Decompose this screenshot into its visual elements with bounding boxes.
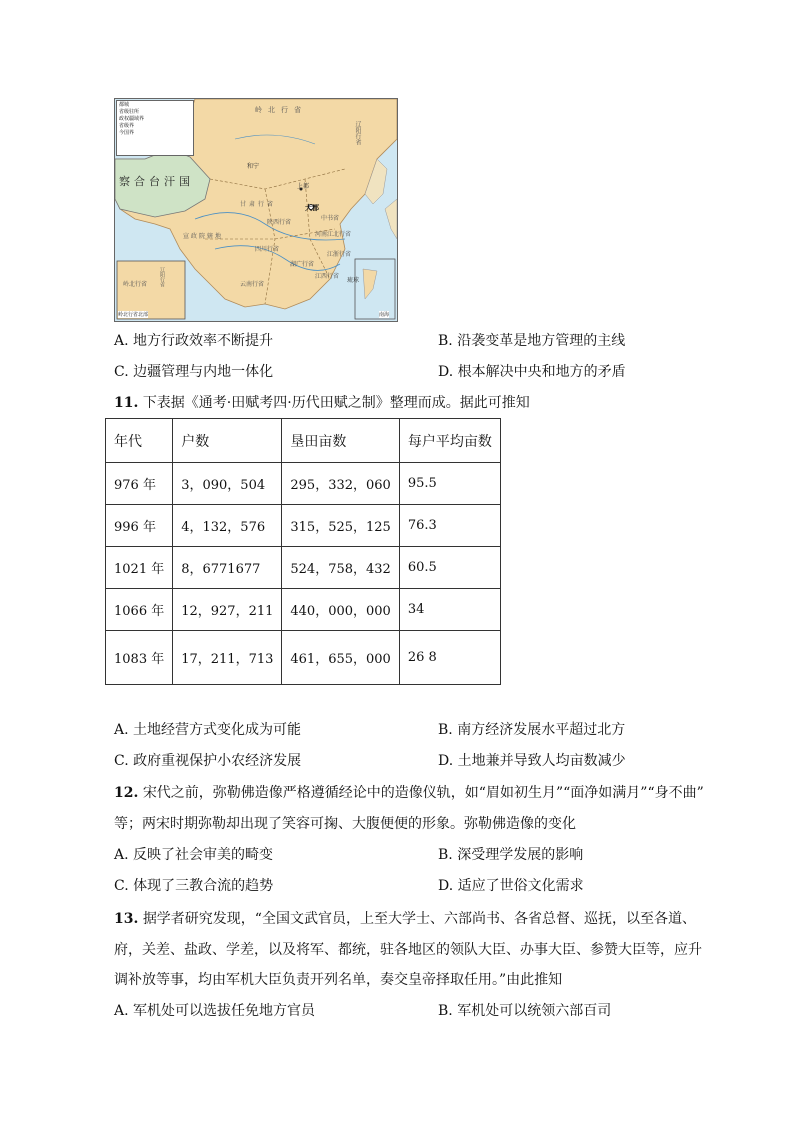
table-cell: 34 bbox=[399, 589, 500, 631]
map-legend bbox=[116, 100, 194, 156]
map-label-helin: 和宁 bbox=[247, 163, 260, 170]
q12-option-b: B. 深受理学发展的影响 bbox=[438, 847, 584, 863]
table-cell: 95.5 bbox=[399, 463, 500, 505]
map-label-lingbei: 岭北行省 bbox=[255, 106, 307, 114]
table-cell: 60.5 bbox=[399, 547, 500, 589]
q13-option-b: B. 军机处可以统领六部百司 bbox=[438, 1003, 612, 1019]
map-label-dadu: 大都 bbox=[305, 204, 319, 212]
table-cell: 1066 年 bbox=[106, 589, 173, 631]
legend-national-border: 今国界 bbox=[119, 130, 135, 136]
q12-stem-line2: 等；两宋时期弥勒却出现了笑容可掬、大腹便便的形象。弥勒佛造像的变化 bbox=[114, 816, 576, 832]
map-inset-label-lingbei: 岭北行省 bbox=[123, 281, 148, 288]
table-cell: 1021 年 bbox=[106, 547, 173, 589]
q13-stem-line1: 13. 据学者研究发现，“全国文武官员，上至大学士、六部尚书、各省总督、巡抚，以至各道、 bbox=[114, 911, 696, 927]
table-cell: 8，6771677 bbox=[173, 547, 282, 589]
q12-option-d: D. 适应了世俗文化需求 bbox=[438, 878, 584, 894]
table-cell: 4，132，576 bbox=[173, 505, 282, 547]
q11-option-c: C. 政府重视保护小农经济发展 bbox=[114, 753, 302, 769]
legend-regime-border: 政权疆域界 bbox=[119, 116, 145, 122]
map-inset-caption-left: 岭北行省北部 bbox=[118, 312, 149, 318]
table-cell: 1083 年 bbox=[106, 631, 173, 685]
table-cell: 996 年 bbox=[106, 505, 173, 547]
table-row bbox=[106, 589, 501, 631]
table-header-cell: 垦田亩数 bbox=[282, 419, 399, 463]
table-row bbox=[106, 505, 501, 547]
map-label-shangdu: 上都 bbox=[297, 183, 310, 190]
q11-option-b: B. 南方经济发展水平超过北方 bbox=[438, 722, 626, 738]
table-row bbox=[106, 547, 501, 589]
table-header-cell: 年代 bbox=[106, 419, 173, 463]
map-label-liaoyang: 辽阳行省 bbox=[354, 121, 361, 145]
table-cell: 440，000，000 bbox=[282, 589, 399, 631]
q13-option-a: A. 军机处可以选拔任免地方官员 bbox=[114, 1003, 316, 1019]
table-cell: 461，655，000 bbox=[282, 631, 399, 685]
map-label-xuanzheng: 宣政院辖地 bbox=[183, 233, 224, 240]
map-label-yunnan: 云南行省 bbox=[240, 281, 265, 288]
table-cell: 3，090，504 bbox=[173, 463, 282, 505]
map-label-shaanxi: 陕西行省 bbox=[267, 219, 292, 226]
map-label-gansu: 甘肃行省 bbox=[240, 201, 277, 208]
map-inset-label-liaoyang: 辽阳行省 bbox=[159, 267, 165, 287]
table-header-cell: 户数 bbox=[173, 419, 282, 463]
table-cell: 12，927，211 bbox=[173, 589, 282, 631]
legend-province-border: 省级界 bbox=[119, 123, 135, 129]
q11-option-a: A. 土地经营方式变化成为可能 bbox=[114, 722, 302, 738]
q13-stem-line2: 府，关差、盐政、学差，以及将军、都统，驻各地区的领队大臣、办事大臣、参赞大臣等，应升 bbox=[114, 942, 702, 958]
map-label-huguang: 湖广行省 bbox=[290, 261, 315, 268]
table-cell: 976 年 bbox=[106, 463, 173, 505]
map-label-liuqiu: 琉球 bbox=[347, 277, 360, 284]
q10-option-c: C. 边疆管理与内地一体化 bbox=[114, 364, 274, 380]
table-row bbox=[106, 631, 501, 685]
q11-stem: 11. 下表据《通考·田赋考四·历代田赋之制》整理而成。据此可推知 bbox=[114, 395, 530, 411]
q12-option-a: A. 反映了社会审美的畸变 bbox=[114, 847, 274, 863]
map-label-sichuan: 四川行省 bbox=[255, 246, 280, 253]
q10-option-d: D. 根本解决中央和地方的矛盾 bbox=[438, 364, 626, 380]
legend-capital: 都城 bbox=[119, 102, 130, 108]
table-cell: 26 8 bbox=[399, 631, 500, 685]
map-label-henan: 河南江北行省 bbox=[315, 231, 352, 238]
q10-option-a: A. 地方行政效率不断提升 bbox=[114, 333, 274, 349]
q11-option-d: D. 土地兼并导致人均亩数减少 bbox=[438, 753, 626, 769]
map-inset-caption-right: 南海 bbox=[379, 312, 390, 318]
table-cell: 17，211，713 bbox=[173, 631, 282, 685]
q10-option-b: B. 沿袭变革是地方管理的主线 bbox=[438, 333, 626, 349]
legend-provincial-seat: 省级驻所 bbox=[119, 109, 140, 115]
table-header-row bbox=[106, 419, 501, 463]
map-label-zhongshu: 中书省 bbox=[321, 215, 340, 222]
q12-stem-line1: 12. 宋代之前，弥勒佛造像严格遵循经论中的造像仪轨，如“眉如初生月”“面净如满月”“身不曲” bbox=[114, 785, 704, 801]
q11-table bbox=[105, 418, 501, 685]
table-header-cell: 每户平均亩数 bbox=[399, 419, 500, 463]
table-cell: 76.3 bbox=[399, 505, 500, 547]
table-row bbox=[106, 463, 501, 505]
map-label-jiangxi: 江西行省 bbox=[315, 273, 340, 280]
yuan-dynasty-map bbox=[114, 98, 398, 322]
map-label-khanate: 察合台汗国 bbox=[119, 175, 194, 188]
q13-stem-line3: 调补放等事，均由军机大臣负责开列名单，奏交皇帝择取任用。”由此推知 bbox=[114, 972, 563, 988]
table-cell: 524，758，432 bbox=[282, 547, 399, 589]
map-label-jiangzhe: 江浙行省 bbox=[327, 251, 352, 258]
table-cell: 315，525，125 bbox=[282, 505, 399, 547]
table-cell: 295，332，060 bbox=[282, 463, 399, 505]
q12-option-c: C. 体现了三教合流的趋势 bbox=[114, 878, 274, 894]
